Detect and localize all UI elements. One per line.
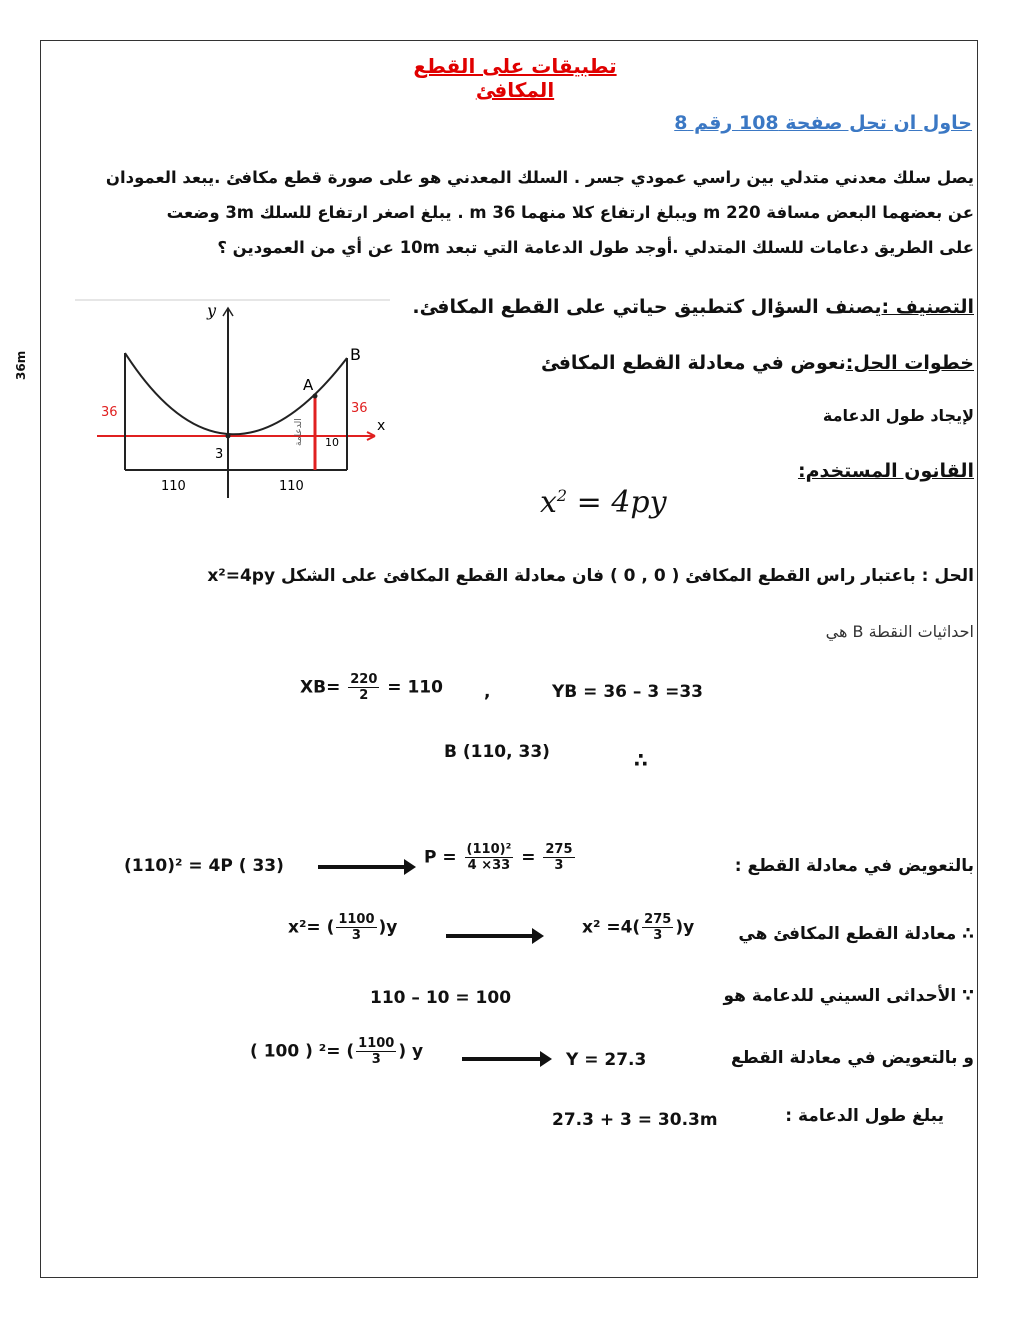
- support-label: الدعامة: [294, 418, 304, 446]
- equation-b: x²= ( $\frac{1100}{3}$ )y: [288, 912, 398, 943]
- coords-comma: ,: [484, 682, 491, 702]
- solution-intro: [207, 566, 974, 586]
- eq-a-fraction: $\frac{275}{3}$: [644, 912, 672, 943]
- formula-base: x: [540, 485, 557, 520]
- page-title: تطبيقات على القطع المكافئ: [413, 54, 617, 102]
- solution-intro-equation: x²=4py: [207, 566, 276, 586]
- p-equals: =: [521, 847, 536, 868]
- subst-label: بالتعويض في معادلة القطع :: [734, 856, 974, 876]
- equation-c: ( 100 ) ²= ( $\frac{1100}{3}$ ) y: [250, 1036, 424, 1067]
- p-fraction-2: $\frac{275}{3}$: [545, 842, 573, 873]
- point-a-label: A: [303, 376, 314, 394]
- equation-label: ∴ معادلة القطع المكافئ هي: [738, 924, 974, 944]
- side-note: 36m: [14, 350, 28, 380]
- classification-text: يصنف السؤال كتطبيق حياتي على القطع المكافئ.: [412, 296, 882, 318]
- y-value: Y = 27.3: [566, 1050, 647, 1070]
- p-expression: [424, 842, 577, 873]
- coords-label: احداثيات النقطة B هي: [825, 622, 974, 641]
- classification: [412, 296, 974, 318]
- problem-line-2: عن بعضهما البعض مسافة 220 m ويبلغ ارتفاع كلا منهما 36 m . يبلغ اصغر ارتفاع للسلك 3m وضعت: [166, 203, 974, 222]
- yb-expression: YB = 36 – 3 =33: [552, 682, 703, 702]
- classification-label: التصنيف :: [881, 296, 974, 318]
- therefore-symbol: ∴: [634, 748, 648, 772]
- steps-sub: لإيجاد طول الدعامة: [822, 406, 974, 425]
- p-left: P =: [424, 847, 457, 868]
- final-label: يبلغ طول الدعامة :: [785, 1106, 944, 1126]
- final-value: 27.3 + 3 = 30.3m: [552, 1110, 718, 1130]
- formula-rest: = 4py: [567, 485, 667, 520]
- equation-a: x² =4( $\frac{275}{3}$ )y: [582, 912, 695, 943]
- subst2-label: و بالتعويض في معادلة القطع: [730, 1048, 974, 1068]
- formula-exp: 2: [556, 486, 568, 505]
- y-axis-label: y: [207, 301, 217, 320]
- point-a-dot: [313, 394, 318, 399]
- right-span-label: 110: [279, 479, 304, 494]
- problem-line-3: على الطريق دعامات للسلك المتدلي .أوجد طول الدعامة التي تبعد 10m عن أي من العمودين ؟: [217, 238, 974, 257]
- solution-steps: [541, 352, 974, 374]
- law: [798, 460, 974, 482]
- arrow-2: [446, 934, 534, 938]
- arrow-3: [462, 1057, 542, 1061]
- solution-intro-text: الحل : باعتبار راس القطع المكافئ ( 0 , 0 ) فان معادلة القطع المكافئ على الشكل: [280, 566, 974, 586]
- p-fraction-1: $\frac{\text{(110)²}}{4 \times 33}$: [466, 842, 512, 873]
- min-height-label: 3: [215, 447, 224, 462]
- xb-fraction: $\frac{220}{2}$: [350, 672, 378, 703]
- steps-text: نعوض في معادلة القطع المكافئ: [541, 352, 846, 374]
- problem-statement: [44, 160, 974, 265]
- point-b: B (110, 33): [444, 742, 550, 762]
- xb-left: XB=: [300, 677, 341, 698]
- xb-expression: [300, 672, 443, 703]
- arrow-1: [318, 865, 406, 869]
- xb-right: = 110: [387, 677, 443, 698]
- xcoord-label: ∵ الأحداثى السيني للدعامة هو: [723, 986, 974, 1006]
- left-span-label: 110: [161, 479, 186, 494]
- law-formula: [540, 485, 667, 520]
- eq-c-fraction: $\frac{1100}{3}$: [358, 1036, 395, 1067]
- parabola-diagram: [75, 298, 395, 508]
- point-b-label: B: [350, 345, 361, 364]
- eq1: (110)² = 4P ( 33): [124, 856, 284, 876]
- right-height-label: 36: [351, 401, 368, 416]
- offset-label: 10: [325, 436, 339, 449]
- problem-line-1: يصل سلك معدني متدلي بين راسي عمودي جسر . السلك المعدني هو على صورة قطع مكافئ .يبعد العمودان: [105, 168, 974, 187]
- xcoord-value: 110 – 10 = 100: [370, 988, 512, 1008]
- exercise-reference: حاول ان تحل صفحة 108 رقم 8: [674, 112, 972, 134]
- x-axis-label: x: [377, 418, 386, 434]
- eq-b-fraction: $\frac{1100}{3}$: [338, 912, 375, 943]
- law-label: القانون المستخدم:: [797, 460, 974, 482]
- vertex-point: [226, 434, 231, 439]
- steps-label: خطوات الحل:: [845, 352, 974, 374]
- left-height-label: 36: [101, 405, 118, 420]
